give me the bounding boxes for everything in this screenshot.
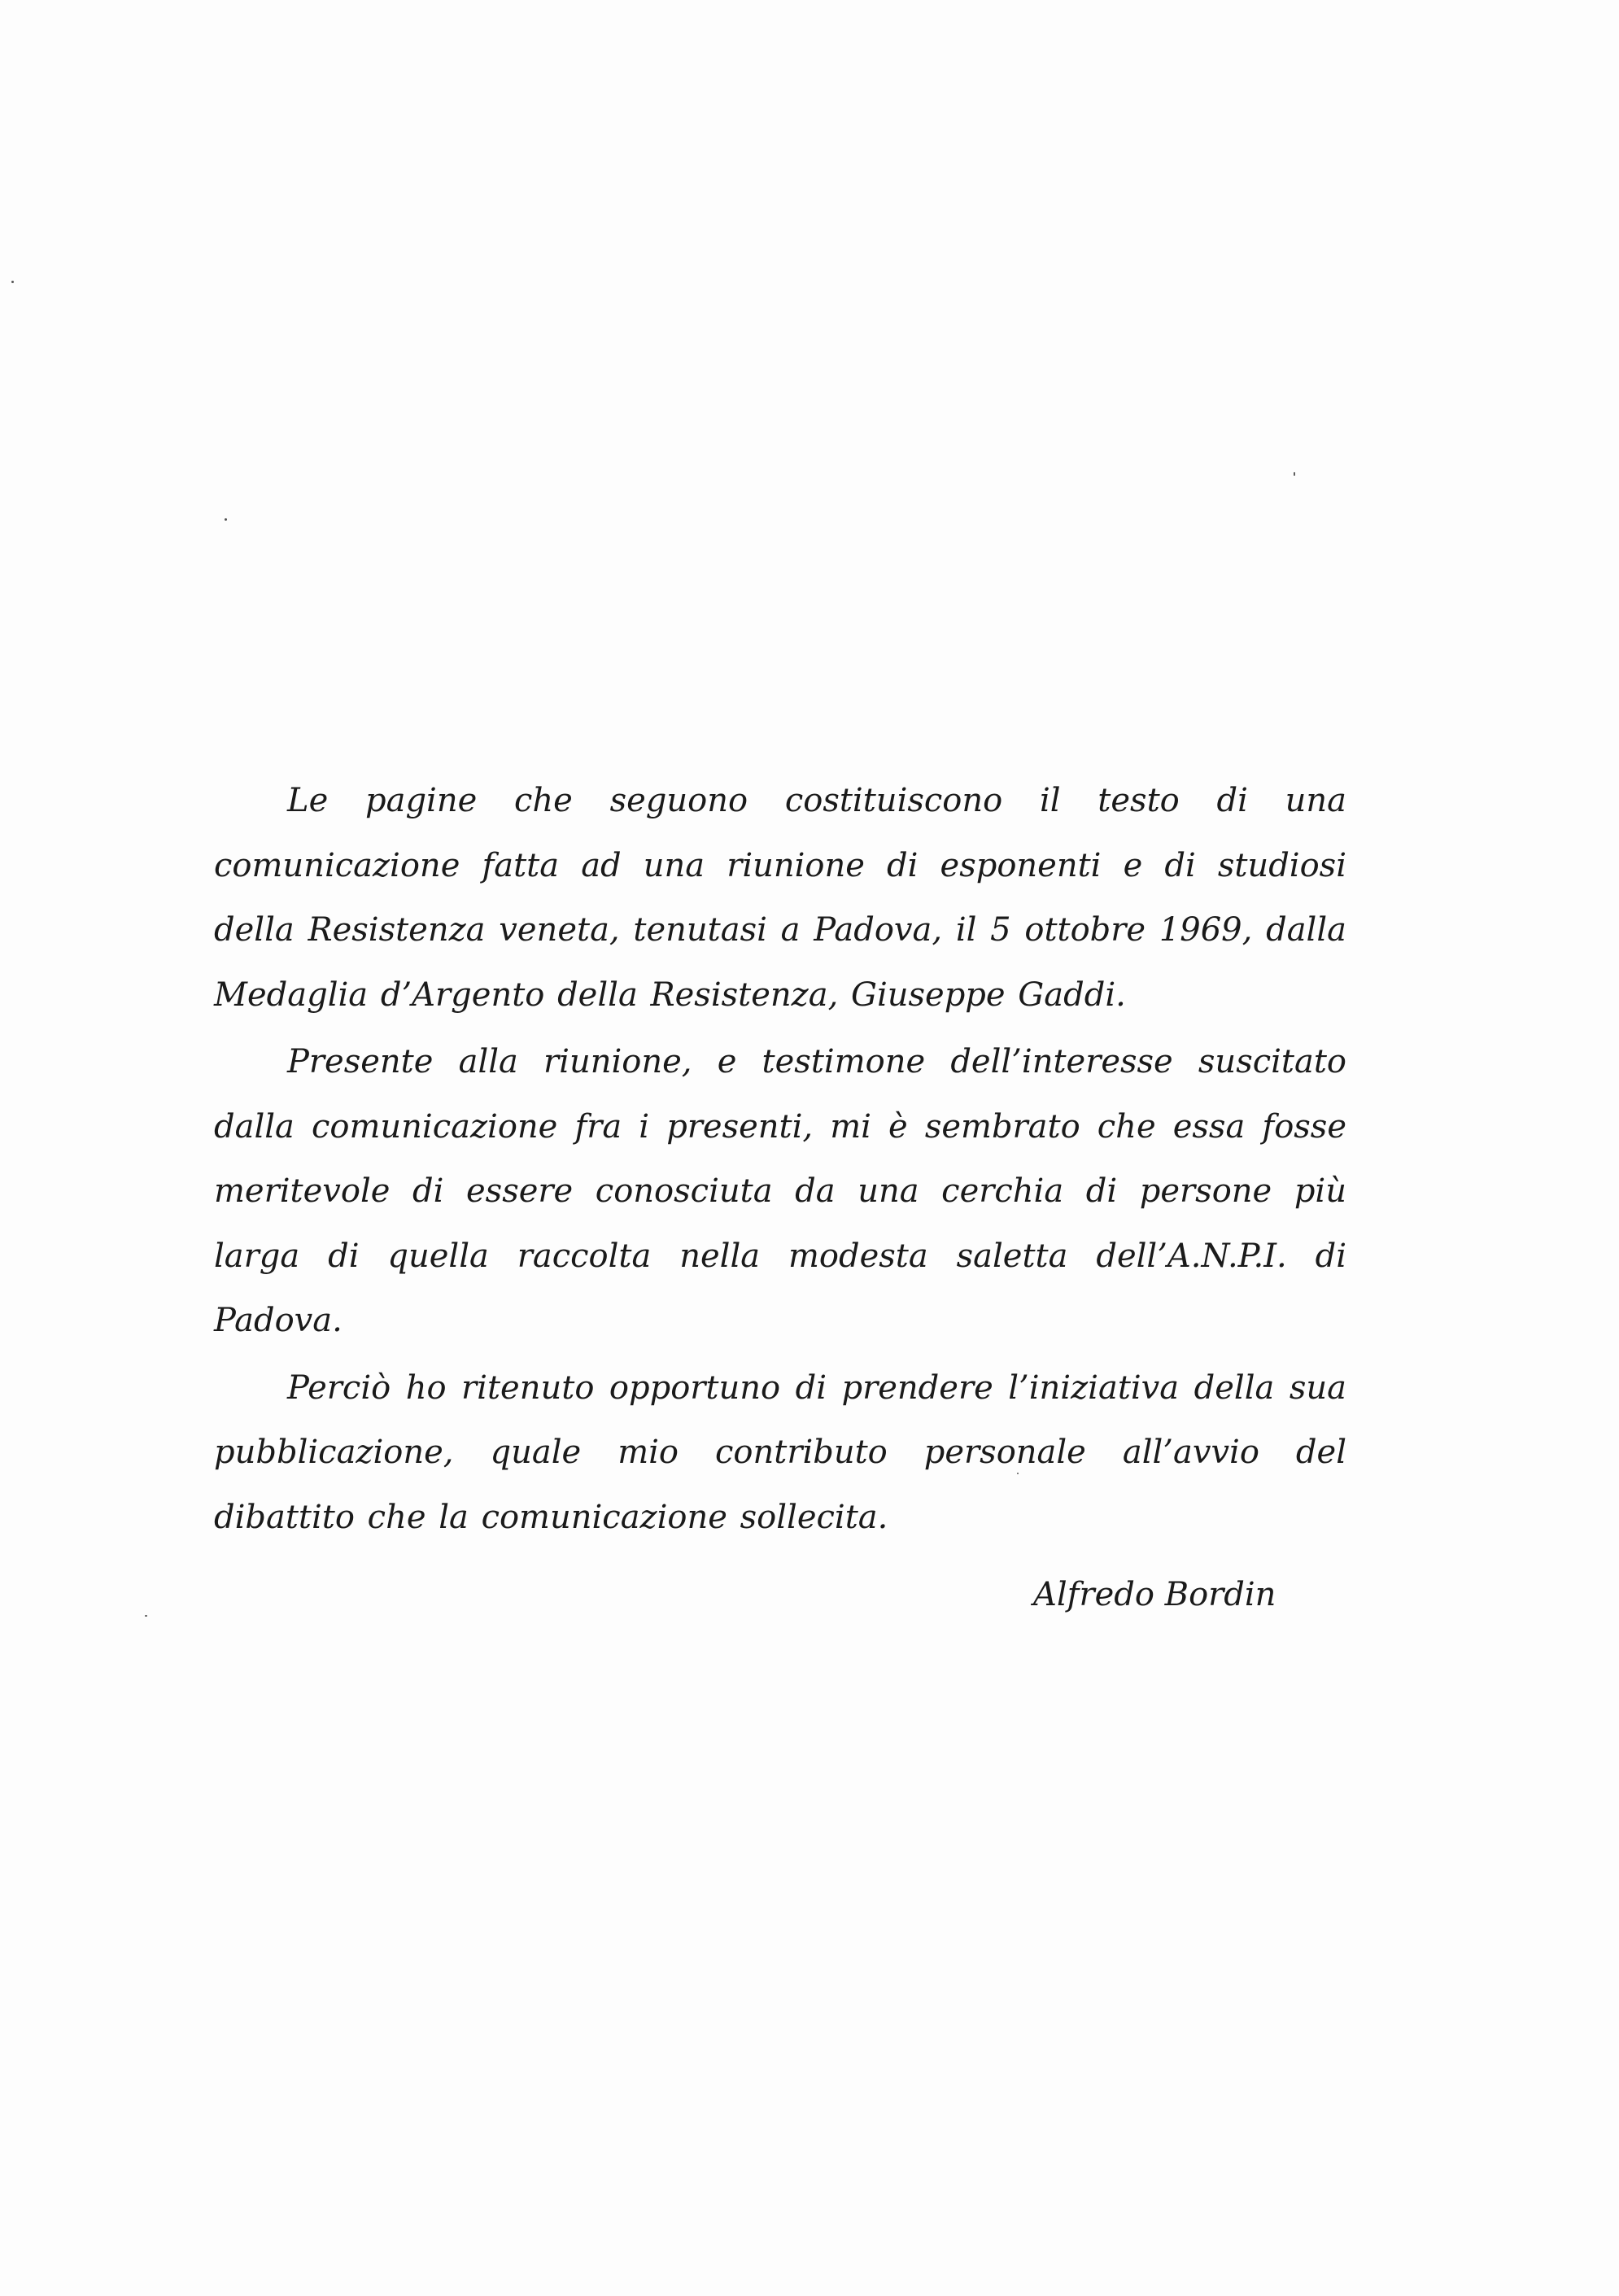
document-body <box>214 769 1346 1550</box>
scan-speck <box>145 1615 147 1617</box>
paragraph: Le pagine che seguono costituiscono il testo di una comunicazione fatta ad una riunione di esponenti e di studiosi della Resistenza veneta, tenutasi a Padova, il 5 ottobre 1969, dalla Medaglia d’Argento della Resistenza, Giuseppe Gaddi. <box>214 782 1346 1014</box>
scan-speck <box>225 518 227 521</box>
paragraph: Perciò ho ritenuto opportuno di prendere l’iniziativa della sua pubblicazione, quale mio contributo personale all’avvio del dibattito che la comunicazione sollecita. <box>214 1368 1346 1536</box>
signature: Alfredo Bordin <box>1033 1576 1276 1613</box>
scan-speck <box>11 281 14 283</box>
paragraph: Presente alla riunione, e testimone dell’interesse suscitato dalla comunicazione fra i presenti, mi è sembrato che essa fosse meritevole di essere conosciuta da una cerchia di persone più larga di quella raccolta nella modesta saletta dell’A.N.P.I. di Padova. <box>214 1043 1346 1339</box>
scan-speck <box>1294 472 1295 476</box>
